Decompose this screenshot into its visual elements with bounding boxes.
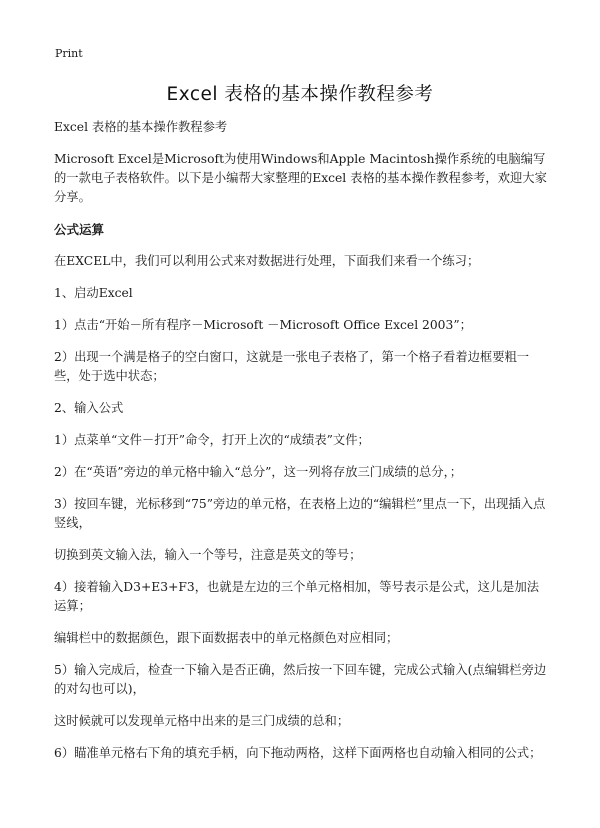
document-subtitle: Excel 表格的基本操作教程参考 xyxy=(54,120,228,134)
paragraph: 4）接着输入D3+E3+F3，也就是左边的三个单元格相加，等号表示是公式，这儿是加法运算； xyxy=(54,580,540,613)
paragraph: 6）瞄准单元格右下角的填充手柄，向下拖动两格，这样下面两格也自动输入相同的公式； xyxy=(54,746,542,760)
paragraph: 2）在“英语”旁边的单元格中输入“总分”，这一列将存放三门成绩的总分，； xyxy=(54,465,463,479)
paragraph: 2）出现一个满是格子的空白窗口，这就是一张电子表格了，第一个格子看着边框要粗一些，处于选中状态； xyxy=(54,350,530,383)
paragraph: 5）输入完成后，检查一下输入是否正确，然后按一下回车键，完成公式输入(点编辑栏旁边的对勾也可以)， xyxy=(54,663,547,696)
paragraph: 2、输入公式 xyxy=(54,401,124,415)
section-heading: 公式运算 xyxy=(54,222,105,237)
paragraph: 3）按回车键，光标移到“75”旁边的单元格，在表格上边的“编辑栏”里点一下，出现插入点竖线， xyxy=(54,497,546,530)
document-body xyxy=(54,118,550,776)
paragraph: 1）点菜单“文件－打开”命令，打开上次的“成绩表”文件； xyxy=(54,433,370,447)
paragraph: 编辑栏中的数据颜色，跟下面数据表中的单元格颜色对应相同； xyxy=(54,631,399,645)
document-title: Excel 表格的基本操作教程参考 xyxy=(166,84,434,105)
paragraph: 在EXCEL中，我们可以利用公式来对数据进行处理，下面我们来看一个练习； xyxy=(54,254,480,268)
paragraph: 切换到英文输入法，输入一个等号，注意是英文的等号； xyxy=(54,548,362,562)
paragraph: 这时候就可以发现单元格中出来的是三门成绩的总和； xyxy=(54,714,350,728)
paragraph: 1）点击“开始－所有程序－Microsoft －Microsoft Office Excel 2003”； xyxy=(54,318,472,332)
intro-paragraph: Microsoft Excel是Microsoft为使用Windows和Apple Macintosh操作系统的电脑编写的一款电子表格软件。以下是小编帮大家整理的Excel 表格的基本操作教程参考，欢迎大家分享。 xyxy=(54,152,547,204)
paragraph: 1、启动Excel xyxy=(54,286,133,300)
print-label: Print xyxy=(55,47,83,60)
